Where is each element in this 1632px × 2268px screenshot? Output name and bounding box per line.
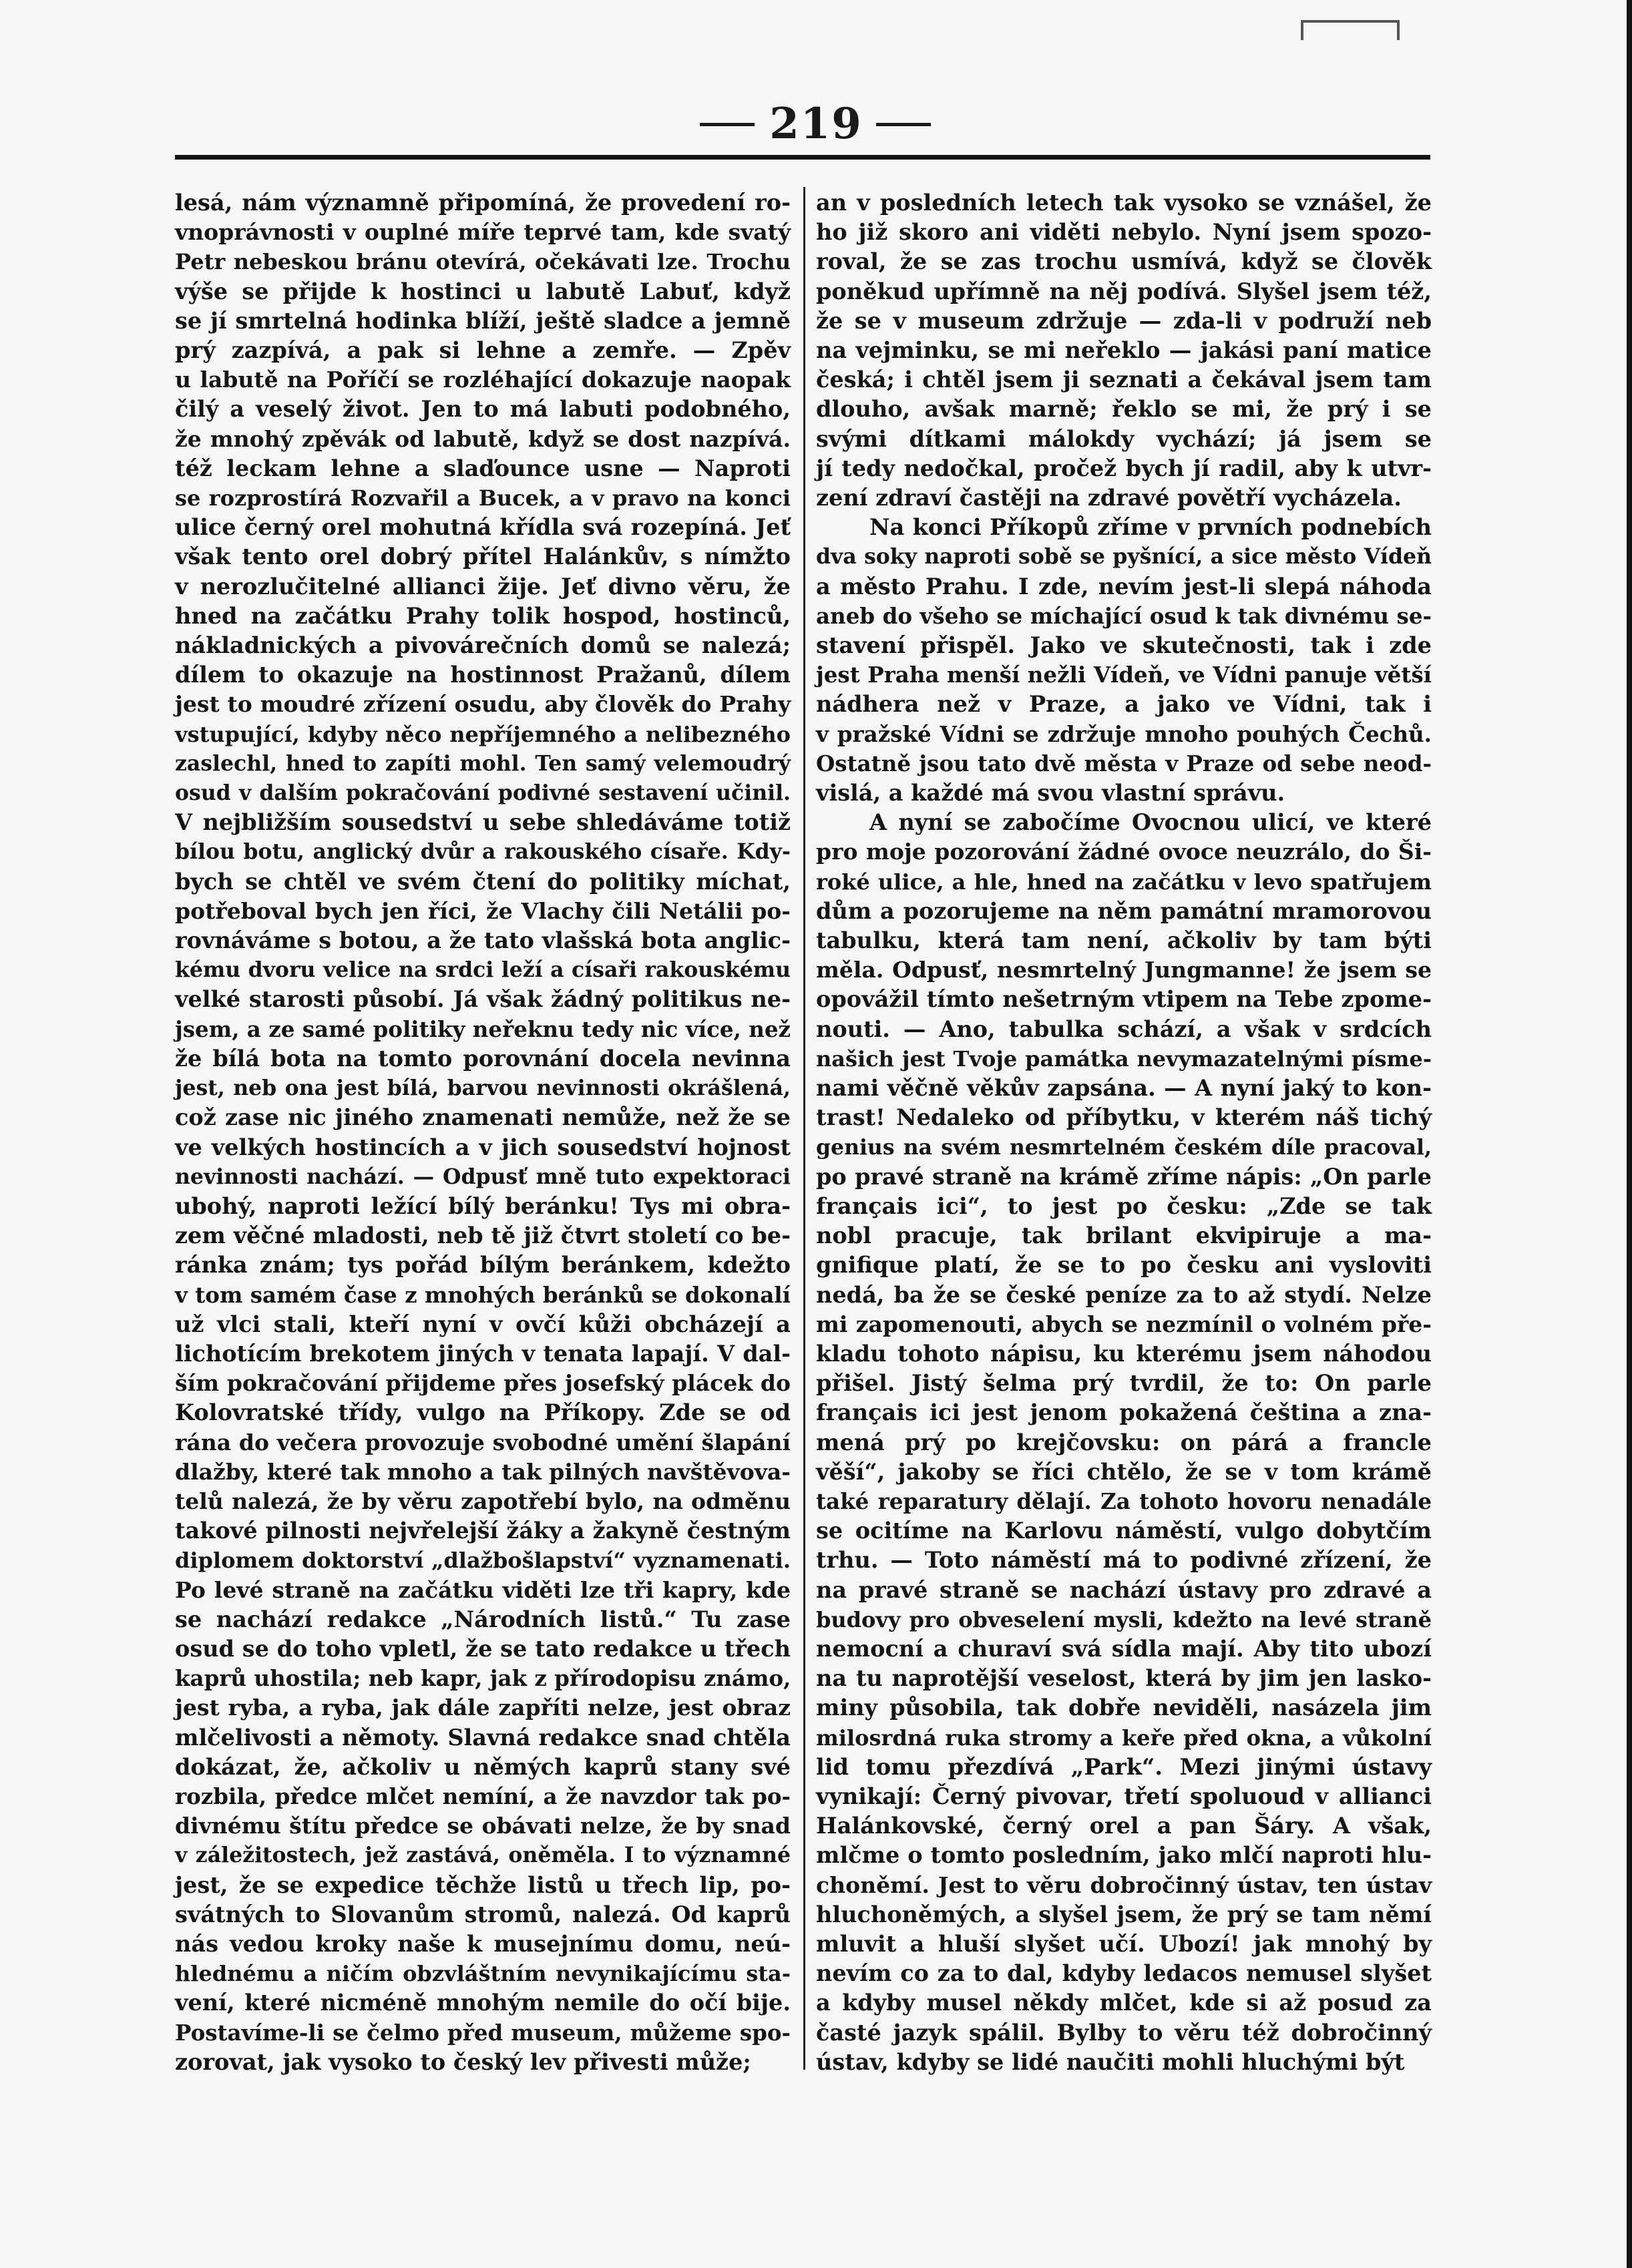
text-line: bych se chtěl ve svém čtení do politiky míchat,: [175, 868, 791, 895]
text-line: nákladnických a pivovárečních domů se nalezá;: [175, 632, 791, 659]
text-line: už vlci stali, kteří nyní v ovčí kůži obcházejí a: [175, 1311, 791, 1337]
text-line: čilý a veselý život. Jen to má labuti podobného,: [175, 396, 791, 423]
text-line: měla. Odpusť, nesmrtelný Jungmanne! že jsem se: [816, 957, 1432, 983]
text-line: diplomem doktorství „dlažbošlapství“ vyznamenati.: [175, 1548, 791, 1574]
text-line: a kdyby musel někdy mlčet, kde si až posud za: [816, 1990, 1432, 2016]
text-line: jsem, a ze samé politiky neřeknu tedy nic více, než: [175, 1015, 791, 1042]
text-line: dům a pozorujeme na něm památní mramorovou: [816, 897, 1432, 924]
column-divider: [803, 187, 805, 2070]
text-line: že se v museum zdržuje — zda-li v podruží neb: [816, 307, 1432, 334]
text-line: také reparatury dělají. Za tohoto hovoru nenadále: [816, 1488, 1432, 1514]
text-line: genius na svém nesmrtelném českém díle pracoval,: [816, 1134, 1432, 1160]
text-line: mlčelivosti a němoty. Slavná redakce snad chtěla: [175, 1724, 791, 1751]
text-line: stavení přispěl. Jako ve skutečnosti, tak i zde: [816, 632, 1432, 659]
right-text-column: [816, 188, 1432, 2077]
text-line: takové pilnosti nejvřelejší žáky a žakyně čestným: [175, 1518, 791, 1544]
text-line: kaprů uhostila; neb kapr, jak z přírodopisu známo,: [175, 1665, 791, 1692]
text-line: česká; i chtěl jsem ji seznati a čekával jsem tam: [816, 367, 1432, 393]
text-line: choněmí. Jest to věru dobročinný ústav, ten ústav: [816, 1871, 1432, 1898]
text-line: A nyní se zabočíme Ovocnou ulicí, ve které: [869, 809, 1432, 836]
text-line: mi zapomenouti, abych se nezmínil o volném pře-: [816, 1311, 1432, 1337]
text-line: se jí smrtelná hodinka blíží, ještě sladce a jemně: [175, 307, 791, 334]
text-line: rovnáváme s botou, a že tato vlašská bota anglic-: [175, 927, 791, 954]
text-line: hned na začátku Prahy tolik hospod, hostinců,: [175, 602, 791, 629]
text-line: v záležitostech, jež zastává, oněměla. I to významné: [175, 1843, 791, 1868]
page-number: 219: [769, 99, 863, 149]
text-line: v pražské Vídni se zdržuje mnoho pouhých Čechů.: [816, 720, 1432, 747]
text-line: Postavíme-li se čelmo před museum, můžeme spo-: [175, 2019, 791, 2046]
text-line: se ocitíme na Karlovu náměstí, vulgo dobytčím: [816, 1518, 1432, 1544]
text-line: gnifique platí, že se to po česku ani vysloviti: [816, 1252, 1432, 1279]
text-line: jest, neb ona jest bílá, barvou nevinnosti okrášlená,: [175, 1076, 791, 1101]
text-line: časté jazyk spálil. Bylby to věru též dobročinný: [816, 2019, 1432, 2046]
text-line: v tom samém čase z mnohých beránků se dokonalí: [175, 1281, 791, 1308]
page-header: [0, 93, 1632, 154]
text-line: jest, že se expedice těchže listů u třech lip, po-: [175, 1871, 791, 1898]
text-line: français ici“, to jest po česku: „Zde se tak: [816, 1192, 1432, 1219]
text-line: dlažby, které tak mnoho a tak pilných navštěvova-: [175, 1458, 791, 1485]
text-line: osud v dalším pokračování podivné sestavení učinil.: [175, 780, 791, 806]
text-line: divnému štítu předce se obávati nelze, že by snad: [175, 1813, 791, 1839]
text-line: zorovat, jak vysoko to český lev přivesti může;: [175, 2048, 751, 2075]
text-line: kému dvoru velice na srdci leží a císaři rakouskému: [175, 957, 791, 983]
text-line: nemocní a churaví svá sídla mají. Aby tito ubozí: [816, 1635, 1432, 1662]
text-line: hlednému a ničím obzvláštním nevynikajícímu sta-: [175, 1961, 791, 1987]
text-line: nevinnosti nachází. — Odpusť mně tuto expektoraci: [175, 1164, 791, 1189]
text-line: trhu. — Toto náměstí má to podivné zřízení, že: [816, 1547, 1432, 1574]
text-line: po pravé straně na krámě zříme nápis: „On parle: [816, 1163, 1432, 1190]
text-line: Kolovratské třídy, vulgo na Příkopy. Zde se od: [175, 1399, 791, 1426]
text-line: poněkud upřímně na něj podívá. Slyšel jsem též,: [816, 278, 1432, 304]
text-line: což zase nic jiného znamenati nemůže, než že se: [175, 1104, 791, 1131]
text-line: français ici jest jenom pokažená čeština a zna-: [816, 1399, 1432, 1426]
text-line: lesá, nám významně připomíná, že provedení ro-: [175, 190, 791, 216]
text-line: však tento orel dobrý přítel Halánkův, s nímžto: [175, 543, 791, 570]
header-rule: [175, 155, 1430, 160]
text-line: telů nalezá, že by věru zapotřebí bylo, na odměnu: [175, 1488, 791, 1514]
text-line: vynikají: Černý pivovar, třetí spoluoud v allianci: [816, 1783, 1432, 1809]
text-line: ve velkých hostincích a v jich sousedství hojnost: [175, 1134, 791, 1160]
text-line: našich jest Tvoje památka nevymazatelnými písme-: [816, 1046, 1432, 1072]
text-line: ubohý, naproti ležící bílý beránku! Tys mi obra-: [175, 1192, 791, 1219]
text-line: Halánkovské, černý orel a pan Šáry. A však,: [816, 1813, 1432, 1839]
text-line: nami věčně věkův zapsána. — A nyní jaký to kon-: [816, 1075, 1432, 1102]
text-line: ulice černý orel mohutná křídla svá rozepíná. Jeť: [175, 514, 791, 541]
text-line: že mnohý zpěvák od labutě, když se dost nazpívá.: [175, 425, 791, 452]
text-line: dva soky naproti sobě se pyšnící, a sice město Vídeň: [816, 544, 1432, 570]
text-line: věší“, jakoby se říci chtělo, že se v tom krámě: [816, 1458, 1432, 1485]
text-line: rána do večera provozuje svobodné umění šlapání: [175, 1429, 791, 1455]
text-line: tabulku, která tam není, ačkoliv by tam býti: [816, 927, 1432, 954]
text-line: budovy pro obveselení mysli, kdežto na levé straně: [816, 1606, 1432, 1632]
text-line: přišel. Jistý šelma prý tvrdil, že to: On parle: [816, 1370, 1432, 1397]
text-line: mená prý po krejčovsku: on párá a francle: [816, 1429, 1432, 1455]
text-line: mluvit a hluší slyšet učí. Ubozí! jak mnohý by: [816, 1930, 1432, 1957]
text-line: Po levé straně na začátku viděti lze tři kapry, kde: [175, 1576, 791, 1603]
text-line: dlouho, avšak marně; řeklo se mi, že prý i se: [816, 396, 1432, 423]
text-line: an v posledních letech tak vysoko se vznášel, že: [816, 190, 1432, 216]
text-line: též leckam lehne a slaďounce usne — Naproti: [175, 455, 791, 481]
text-line: jest ryba, a ryba, jak dále zapříti nelze, jest obraz: [175, 1694, 791, 1721]
text-line: že bílá bota na tomto porovnání docela nevinna: [175, 1045, 791, 1072]
text-line: na pravé straně se nachází ústavy pro zdravé a: [816, 1576, 1432, 1603]
text-line: nevím co za to dal, kdyby ledacos nemusel slyšet: [816, 1960, 1432, 1987]
text-line: svátných to Slovanům stromů, nalezá. Od kaprů: [175, 1901, 791, 1927]
left-text-column: [175, 188, 791, 2077]
text-line: kladu tohoto nápisu, ku kterému jsem náhodou: [816, 1340, 1432, 1367]
text-line: milosrdná ruka stromy a keře před okna, a vůkolní: [816, 1725, 1432, 1751]
text-line: vstupující, kdyby něco nepříjemného a nelibezného: [175, 721, 791, 747]
text-line: V nejbližším sousedství u sebe shledáváme totiž: [175, 809, 791, 836]
text-line: rozbila, předce mlčet nemíní, a že navzdor tak po-: [175, 1783, 791, 1809]
text-line: Petr nebeskou bránu otevírá, očekávati lze. Trochu: [175, 249, 791, 275]
text-line: mlčme o tomto posledním, jako mlčí naproti hlu-: [816, 1842, 1432, 1869]
text-line: zem věčné mladosti, neb tě již čtvrt století co be-: [175, 1222, 791, 1249]
text-line: nás vedou kroky naše k musejnímu domu, neú-: [175, 1930, 791, 1957]
text-line: potřeboval bych jen říci, že Vlachy čili Netálii po-: [175, 897, 791, 924]
text-line: vislá, a každé má svou vlastní správu.: [816, 780, 1285, 807]
text-line: pro moje pozorování žádné ovoce neuzrálo, do Ši-: [816, 839, 1432, 865]
text-line: ho již skoro ani viděti nebylo. Nyní jsem spozo-: [816, 219, 1432, 246]
text-line: hluchoněmých, a slyšel jsem, že prý se tam němí: [816, 1901, 1432, 1927]
text-line: velké starosti působí. Já však žádný politikus ne-: [175, 986, 791, 1013]
text-line: nouti. — Ano, tabulka schází, a však v srdcích: [816, 1015, 1432, 1042]
text-line: ším pokračování přijdeme přes josefský plácek do: [175, 1370, 791, 1397]
text-line: roké ulice, a hle, hned na začátku v levo spatřujem: [816, 869, 1432, 895]
text-line: roval, že se zas trochu usmívá, když se člověk: [816, 248, 1432, 275]
text-line: lid tomu přezdívá „Park“. Mezi jinými ústavy: [816, 1753, 1432, 1780]
text-line: aneb do všeho se míchající osud k tak divnému se-: [816, 602, 1432, 629]
text-line: dílem to okazuje na hostinnost Pražanů, dílem: [175, 662, 791, 688]
text-line: Ostatně jsou tato dvě města v Praze od sebe neod-: [816, 750, 1432, 776]
text-line: bílou botu, anglický dvůr a rakouského císaře. Kdy-: [175, 839, 791, 865]
text-line: se rozprostírá Rozvařil a Bucek, a v pravo na konci: [175, 485, 791, 511]
text-line: Na konci Příkopů zříme v prvních podnebích: [869, 514, 1432, 541]
text-line: výše se přijde k hostinci u labutě Labuť, když: [175, 278, 791, 304]
text-line: lichotícím brekotem jiných v tenata lapají. V dal-: [175, 1340, 791, 1367]
text-line: jest Praha menší nežli Vídeň, ve Vídni panuje větší: [816, 662, 1432, 688]
text-line: se nachází redakce „Národních listů.“ Tu zase: [175, 1606, 791, 1632]
header-dash-right: [876, 123, 931, 126]
text-line: osud se do toho vpletl, že se tato redakce u třech: [175, 1635, 791, 1662]
text-line: prý zazpívá, a pak si lehne a zemře. — Zpěv: [175, 337, 791, 364]
text-line: dokázat, že, ačkoliv u němých kaprů stany své: [175, 1753, 791, 1780]
text-line: ústav, kdyby se lidé naučiti mohli hluchými být: [816, 2048, 1405, 2075]
text-line: u labutě na Poříčí se rozléhající dokazuje naopak: [175, 367, 791, 393]
text-line: svými dítkami málokdy vychází; já jsem se: [816, 425, 1432, 452]
text-line: na tu naprotější veselost, která by jim jen lasko-: [816, 1665, 1432, 1692]
text-line: vení, které nicméně mnohým nemile do očí bije.: [175, 1990, 791, 2016]
text-line: v nerozlučitelné allianci žije. Jeť divno věru, že: [175, 573, 791, 600]
text-line: zaslechl, hned to zapíti mohl. Ten samý velemoudrý: [175, 750, 791, 776]
text-line: jest to moudré zřízení osudu, aby člověk do Prahy: [175, 691, 791, 718]
text-line: zení zdraví častěji na zdravé povětří vycházela.: [816, 485, 1402, 511]
library-stamp-mark: [1301, 20, 1400, 40]
text-line: nobl pracuje, tak brilant ekvipiruje a ma-: [816, 1222, 1432, 1249]
text-line: miny působila, tak dobře neviděli, nasázela jim: [816, 1694, 1432, 1721]
text-line: nádhera než v Praze, a jako ve Vídni, tak i: [816, 691, 1432, 718]
text-line: na vejminku, se mi neřeklo — jakási paní matice: [816, 337, 1432, 364]
text-line: a město Prahu. I zde, nevím jest-li slepá náhoda: [816, 573, 1432, 600]
text-line: trast! Nedaleko od příbytku, v kterém náš tichý: [816, 1104, 1432, 1131]
text-line: jí tedy nedočkal, pročež bych jí radil, aby k utvr-: [816, 455, 1432, 481]
text-line: opovážil tímto nešetrným vtipem na Tebe zpome-: [816, 986, 1432, 1013]
text-line: vnoprávnosti v ouplné míře teprvé tam, kde svatý: [175, 219, 791, 246]
text-line: ránka znám; tys pořád bílým beránkem, kdežto: [175, 1252, 791, 1279]
text-line: nedá, ba že se české peníze za to až stydí. Nelze: [816, 1281, 1432, 1308]
